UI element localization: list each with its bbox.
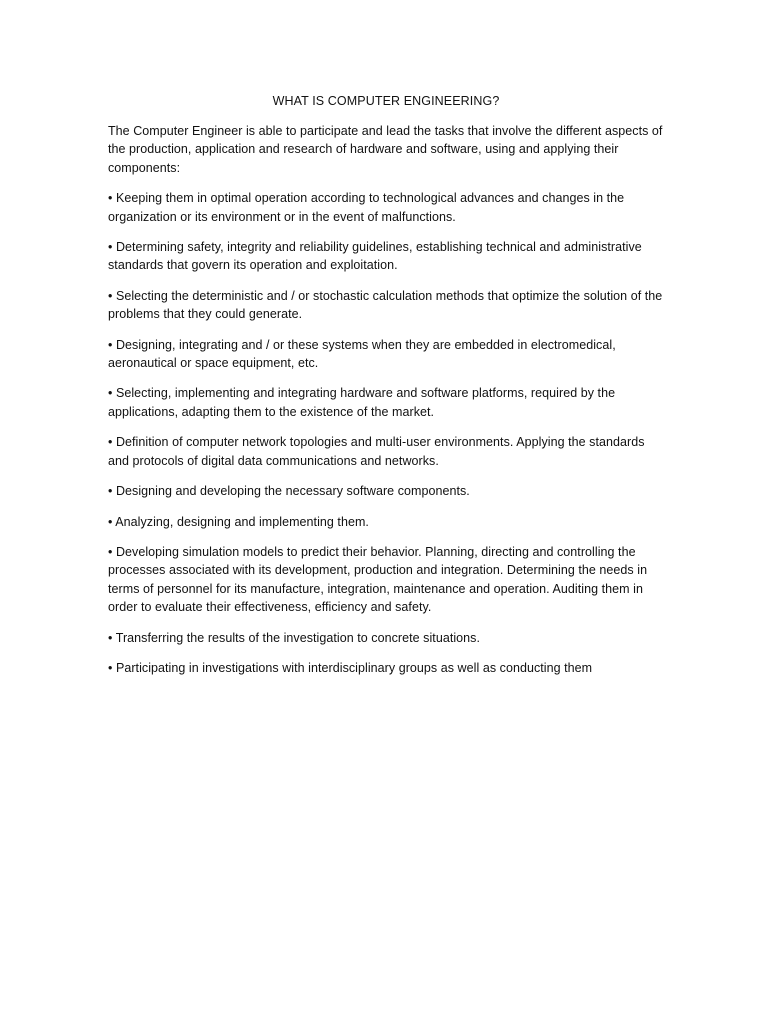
document-title: WHAT IS COMPUTER ENGINEERING? — [272, 94, 500, 108]
bullet-item: • Selecting the deterministic and / or stochastic calculation methods that optimize the solution of the problems that they could generate. — [108, 288, 663, 322]
bullet-item: • Developing simulation models to predict their behavior. Planning, directing and controlling the processes associated with its development, production and integration. Determining the needs in terms of personnel for its manufacture, integration, maintenance and operation. Auditing them in order to evaluate their effectiveness, efficiency and safety. — [108, 544, 648, 615]
bullet-item: • Keeping them in optimal operation according to technological advances and changes in the organization or its environment or in the event of malfunctions. — [108, 191, 625, 224]
bullet-item: • Participating in investigations with interdisciplinary groups as well as conducting them — [108, 660, 593, 675]
bullet-item: • Determining safety, integrity and reliability guidelines, establishing technical and administrative standards that govern its operation and exploitation. — [108, 240, 642, 273]
bullet-item: • Definition of computer network topologies and multi-user environments. Applying the standards and protocols of digital data communications and networks. — [108, 435, 645, 468]
bullet-item: • Transferring the results of the investigation to concrete situations. — [108, 630, 481, 645]
bullet-item: • Designing, integrating and / or these systems when they are embedded in electromedical, aeronautical or space equipment, etc. — [108, 337, 616, 371]
bullet-item: • Designing and developing the necessary software components. — [108, 484, 470, 499]
intro-paragraph: The Computer Engineer is able to participate and lead the tasks that involve the different aspects of the production, application and research of hardware and software, using and applying their components: — [108, 124, 663, 175]
bullet-item: • Selecting, implementing and integrating hardware and software platforms, required by the applications, adapting them to the existence of the market. — [108, 386, 616, 419]
bullet-item: • Analyzing, designing and implementing them. — [108, 514, 369, 529]
document-body — [108, 92, 664, 689]
